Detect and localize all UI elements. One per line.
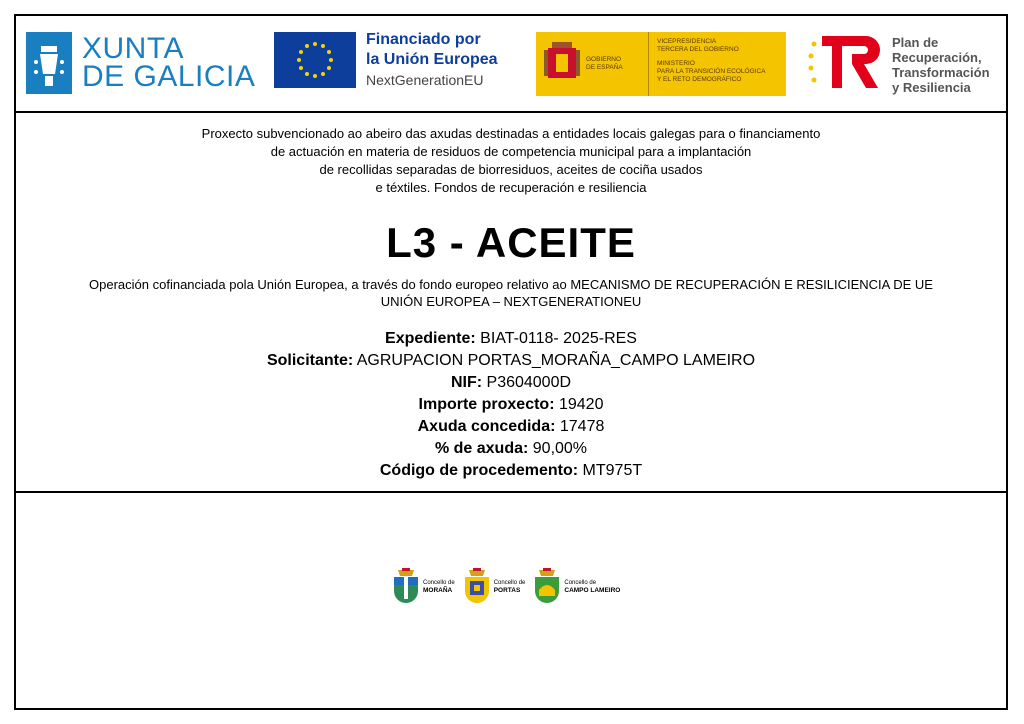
xunta-logo xyxy=(26,30,255,96)
field-axuda: Axuda concedida: 17478 xyxy=(417,418,605,435)
field-solicitante: Solicitante: AGRUPACION PORTAS_MORAÑA_CAMPO LAMEIRO xyxy=(266,352,756,369)
concello-morana xyxy=(392,568,455,606)
concello-morana-name: MORAÑA xyxy=(423,587,453,594)
logo-header xyxy=(16,16,1006,113)
concello-campo-lameiro xyxy=(533,568,620,606)
intro-line1: Proxecto subvencionado ao abeiro das axudas destinadas a entidades locais galegas para o financiamento xyxy=(201,126,821,141)
xunta-emblem-icon xyxy=(26,32,72,94)
field-codigo: Código de procedemento: MT975T xyxy=(379,462,643,479)
xunta-line2: DE GALICIA xyxy=(82,60,256,93)
plan-line3: Transformación xyxy=(892,64,990,80)
plan-line4: y Resiliencia xyxy=(892,79,971,95)
concellos-logos xyxy=(392,568,628,606)
project-info-section xyxy=(16,111,1006,493)
concello-portas-name: PORTAS xyxy=(493,587,521,594)
ministerio-line4: PARA LA TRANSICIÓN ECOLÓGICA xyxy=(657,68,766,75)
concello-portas xyxy=(463,568,526,606)
eu-line1: Financiado por xyxy=(366,31,481,48)
page-title: L3 - ACEITE xyxy=(386,219,636,266)
intro-text xyxy=(16,125,1006,197)
spain-coat-of-arms-icon xyxy=(544,40,580,89)
plan-recuperacion-logo xyxy=(806,30,990,99)
field-nif: NIF: P3604000D xyxy=(450,374,572,391)
ministerio-line2: TERCERA DEL GOBIERNO xyxy=(657,46,739,53)
morana-shield-icon xyxy=(392,568,420,606)
field-expediente: Expediente: BIAT-0118- 2025-RES xyxy=(385,330,637,347)
field-porcentaxe: % de axuda: 90,00% xyxy=(434,440,588,457)
eu-flag-icon xyxy=(274,32,356,88)
concello-portas-prefix: Concello de xyxy=(493,580,526,586)
ministerio-line1: VICEPRESIDENCIA xyxy=(657,38,717,45)
concellos-section xyxy=(16,493,1006,708)
portas-shield-icon xyxy=(463,568,491,606)
project-fields xyxy=(16,328,1006,482)
xunta-line1: XUNTA xyxy=(82,32,184,65)
ministerio-line5: Y EL RETO DEMOGRÁFICO xyxy=(657,76,742,83)
intro-line4: e téxtiles. Fondos de recuperación e resiliencia xyxy=(375,180,647,195)
cofinance-line2: UNIÓN EUROPEA – NEXTGENERATIONEU xyxy=(380,294,642,309)
poster-frame xyxy=(14,14,1008,710)
plan-line2: Recuperación, xyxy=(892,49,982,65)
eu-line3: NextGenerationEU xyxy=(366,72,484,88)
plan-tr-icon xyxy=(806,30,884,99)
cofinance-text xyxy=(16,276,1006,310)
cofinance-line1: Operación cofinanciada pola Unión Europea, a través do fondo europeo relativo ao MECANISMO DE RECUPERACIÓN E RESILICIENCIA DE UE xyxy=(89,277,933,292)
gobierno-line2: DE ESPAÑA xyxy=(586,64,623,71)
intro-line3: de recollidas separadas de biorresiduos, aceites de cociña usados xyxy=(319,162,703,177)
concello-morana-prefix: Concello de xyxy=(423,580,455,586)
field-importe: Importe proxecto: 19420 xyxy=(418,396,604,413)
concello-campo-lameiro-name: CAMPO LAMEIRO xyxy=(564,587,621,594)
eu-logo xyxy=(274,30,498,90)
plan-line1: Plan de xyxy=(892,34,939,50)
campo-lameiro-shield-icon xyxy=(533,568,561,606)
gobierno-logo xyxy=(536,32,786,96)
gobierno-line1: GOBIERNO xyxy=(586,56,622,63)
concello-campo-lameiro-prefix: Concello de xyxy=(564,580,597,586)
eu-line2: la Unión Europea xyxy=(366,51,498,68)
intro-line2: de actuación en materia de residuos de competencia municipal para a implantación xyxy=(270,144,752,159)
ministerio-line3: MINISTERIO xyxy=(657,60,695,67)
